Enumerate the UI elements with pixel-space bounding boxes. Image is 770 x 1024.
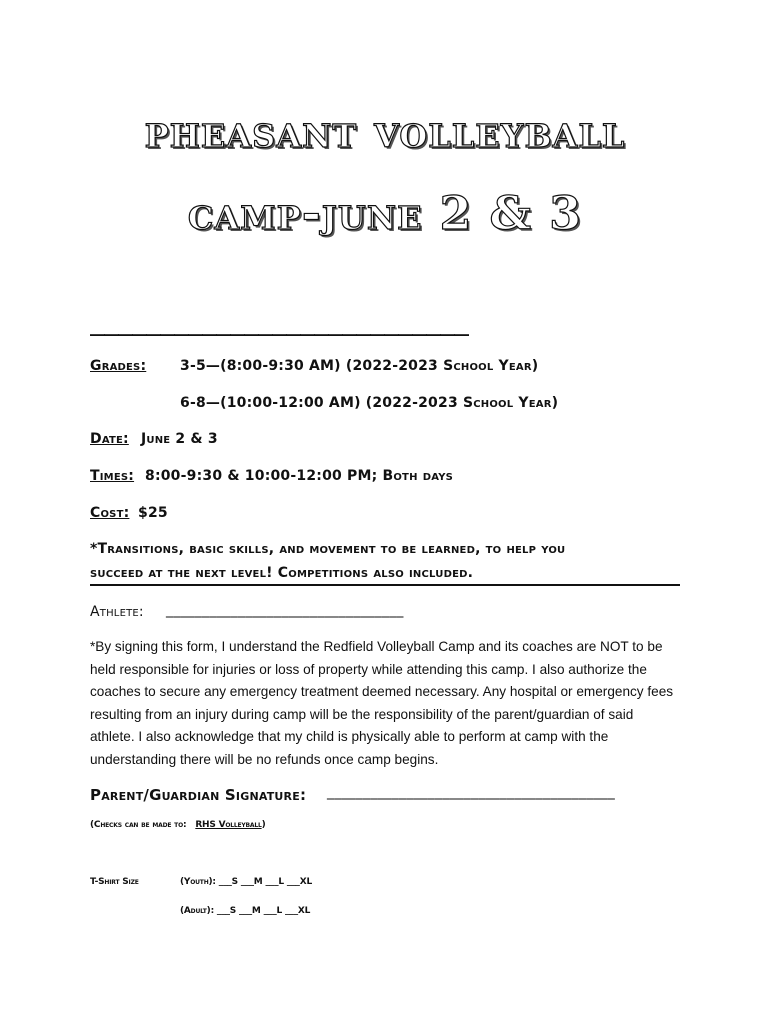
note-line-1: *Transitions, basic skills, and movement to be learned, to help you	[90, 541, 566, 557]
title-line-2: camp-june 2 & 3	[187, 186, 583, 240]
checks-suffix: )	[261, 820, 266, 830]
times-value: 8:00-9:30 & 10:00-12:00 PM; Both days	[145, 468, 454, 484]
tshirt-youth-sizes[interactable]: (Youth): ___S ___M ___L ___XL	[180, 877, 313, 887]
grades-row-2: 6-8—(10:00-12:00 AM) (2022-2023 School Year)	[180, 395, 559, 411]
cost-value: $25	[138, 505, 168, 521]
note-line-2: succeed at the next level! Competitions also included.	[90, 565, 474, 581]
athlete-label: Athlete:	[90, 604, 144, 620]
section-divider	[90, 584, 680, 586]
title-divider: ___________________________	[90, 306, 468, 336]
grades-row-1: 3-5—(8:00-9:30 AM) (2022-2023 School Year)	[180, 358, 539, 374]
cost-label: Cost:	[90, 505, 130, 521]
checks-note	[90, 820, 266, 830]
times-label: Times:	[90, 468, 135, 484]
tshirt-adult-sizes[interactable]: (Adult): ___S ___M ___L ___XL	[180, 906, 311, 916]
waiver-text: *By signing this form, I understand the Redfield Volleyball Camp and its coaches are NOT to be held responsible for injuries or loss of property while attending this camp. I also authorize the coaches to secure any emergency treatment deemed necessary. Any hospital or emergency fees resulting from an injury during camp will be the responsibility of the parent/guardian of said athlete. I also acknowledge that my child is physically able to perform at camp with the understanding there will be no refunds once camp begins.	[90, 639, 674, 767]
title-line-1: pheasant volleyball	[144, 104, 626, 158]
signature-field[interactable]: ________________________________________	[327, 784, 615, 800]
date-label: Date:	[90, 431, 129, 447]
athlete-name-field[interactable]: _________________________________	[166, 602, 404, 618]
tshirt-size-label: T-Shirt Size	[90, 877, 139, 887]
grades-label: Grades:	[90, 358, 147, 374]
signature-label: Parent/Guardian Signature:	[90, 786, 307, 804]
checks-payee: RHS Volleyball	[195, 820, 262, 830]
checks-prefix: (Checks can be made to:	[90, 820, 187, 830]
date-value: June 2 & 3	[141, 431, 218, 447]
